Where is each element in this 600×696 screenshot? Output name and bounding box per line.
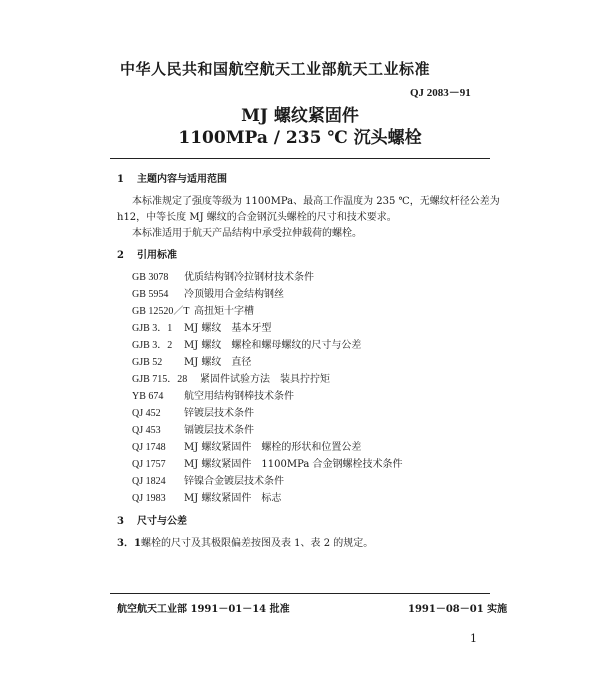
reference-item xyxy=(132,472,284,487)
section-title: 尺寸与公差 xyxy=(137,516,187,527)
issuing-organization: 中华人民共和国航空航天工业部航天工业标准 xyxy=(120,60,431,78)
reference-item xyxy=(132,370,330,385)
reference-item xyxy=(132,387,294,402)
reference-code: GJB 3．2 xyxy=(132,340,173,351)
footer-divider xyxy=(110,593,490,594)
reference-item xyxy=(132,455,403,470)
reference-code: QJ 453 xyxy=(132,425,161,436)
section-title: 主题内容与适用范围 xyxy=(137,174,227,185)
reference-code: QJ 1824 xyxy=(132,476,166,487)
reference-code: GB 5954 xyxy=(132,289,169,300)
reference-title: 镉镀层技术条件 xyxy=(184,425,254,436)
subsection-text: 螺栓的尺寸及其极限偏差按图及表 1、表 2 的规定。 xyxy=(141,538,374,549)
subsection-3-1 xyxy=(117,534,373,549)
document-title-line2: 1100MPa / 235 ℃ 沉头螺栓 xyxy=(178,128,422,148)
page-number: 1 xyxy=(470,632,477,645)
reference-item xyxy=(132,319,271,334)
reference-title: 航空用结构钢棒技术条件 xyxy=(184,391,294,402)
reference-item xyxy=(132,421,254,436)
reference-title: 高扭矩十字槽 xyxy=(194,306,254,317)
reference-item xyxy=(132,268,314,283)
reference-item xyxy=(132,438,361,453)
paragraph-line: h12，中等长度 MJ 螺纹的合金钢沉头螺栓的尺寸和技术要求。 xyxy=(117,212,397,223)
reference-item xyxy=(132,336,361,351)
reference-title: MJ 螺纹紧固件 标志 xyxy=(184,493,282,504)
reference-title: 紧固件试验方法 装具拧拧矩 xyxy=(200,374,330,385)
reference-item xyxy=(132,404,254,419)
reference-title: MJ 螺纹紧固件 螺栓的形状和位置公差 xyxy=(184,442,362,453)
standard-number: QJ 2083－91 xyxy=(410,87,471,99)
header-divider xyxy=(110,158,490,159)
paragraph-line: 本标准规定了强度等级为 1100MPa、最高工作温度为 235 ℃，无螺纹杆径公差为 xyxy=(132,196,500,207)
reference-item xyxy=(132,285,284,300)
reference-code: GJB 715．28 xyxy=(132,374,188,385)
reference-item xyxy=(132,302,254,317)
reference-title: 优质结构钢冷拉钢材技术条件 xyxy=(184,272,314,283)
section-heading-2 xyxy=(117,246,177,261)
implementation-date: 1991－08－01 实施 xyxy=(408,604,508,615)
document-title-line1: MJ 螺纹紧固件 xyxy=(241,106,359,126)
reference-title: MJ 螺纹 螺栓和螺母螺纹的尺寸与公差 xyxy=(184,340,362,351)
reference-code: YB 674 xyxy=(132,391,164,402)
section-number: 3 xyxy=(117,516,124,527)
reference-title: MJ 螺纹 直径 xyxy=(184,357,252,368)
reference-title: MJ 螺纹 基本牙型 xyxy=(184,323,272,334)
reference-code: GJB 52 xyxy=(132,357,163,368)
section-number: 1 xyxy=(117,174,124,185)
section-title: 引用标准 xyxy=(137,250,177,261)
paragraph-line: 本标准适用于航天产品结构中承受拉伸载荷的螺栓。 xyxy=(132,228,362,239)
reference-code: QJ 452 xyxy=(132,408,161,419)
section-heading-3 xyxy=(117,512,187,527)
section-heading-1 xyxy=(117,170,227,185)
reference-code: QJ 1983 xyxy=(132,493,166,504)
reference-item xyxy=(132,489,281,504)
reference-title: MJ 螺纹紧固件 1100MPa 合金钢螺栓技术条件 xyxy=(184,459,403,470)
approval-date: 航空航天工业部 1991－01－14 批准 xyxy=(117,604,290,615)
reference-code: QJ 1757 xyxy=(132,459,166,470)
reference-title: 锌镍合金镀层技术条件 xyxy=(184,476,284,487)
reference-code: GB 12520／T xyxy=(132,306,190,317)
reference-title: 冷顶锻用合金结构钢丝 xyxy=(184,289,284,300)
section-number: 2 xyxy=(117,250,124,261)
reference-code: GB 3078 xyxy=(132,272,169,283)
reference-code: QJ 1748 xyxy=(132,442,166,453)
reference-code: GJB 3．1 xyxy=(132,323,173,334)
reference-item xyxy=(132,353,251,368)
subsection-number: 3．1 xyxy=(117,538,141,549)
reference-title: 锌镀层技术条件 xyxy=(184,408,254,419)
